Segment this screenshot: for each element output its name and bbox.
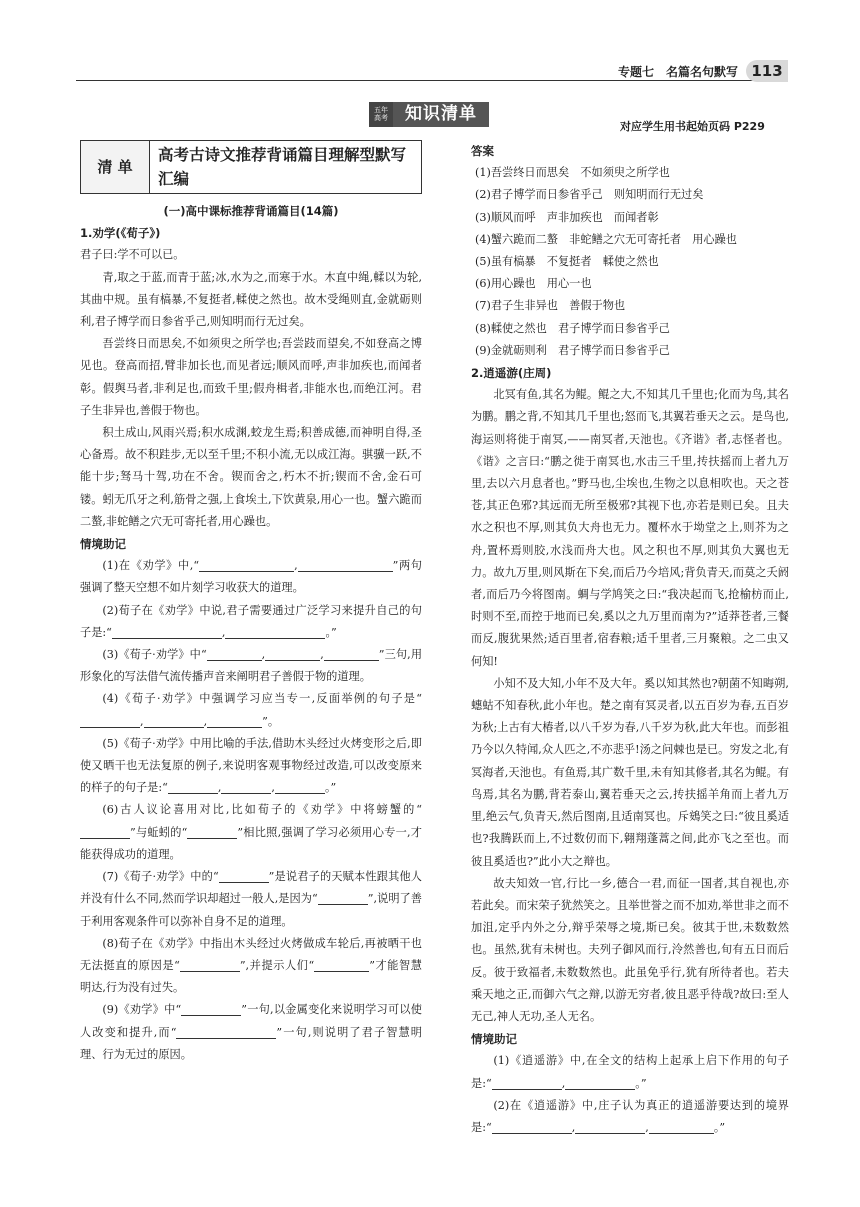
answer-item: (9)金就砺则利 君子博学而日参省乎己 [475, 343, 670, 357]
xiaoyao-p2: 小知不及大知,小年不及大年。奚以知其然也?朝菌不知晦朔,蟪蛄不知春秋,此小年也。楚之南有冥灵者,以五百岁为春,五百岁为秋;上古有大椿者,以八千岁为春,八千岁为秋,此大年也。而彭祖乃今以久特闻,众人匹之,不亦悲乎!汤之问棘也是已。穷发之北,有冥海者,天池也。有鱼焉,其广数千里,未有知其修者,其名为鲲。有鸟焉,其名为鹏,背若泰山,翼若垂天之云,抟扶摇羊角而上者九万里,绝云气,负青天,然后图南,且适南冥也。斥鴳笑之曰:“彼且奚适也?我腾跃而上,不过数仞而下,翱翔蓬蒿之间,此亦飞之至也。而彼且奚适也?”此小大之辩也。 [471, 676, 789, 868]
answer-blank[interactable] [492, 1077, 562, 1089]
question-5: (5)《荀子·劝学》中用比喻的手法,借助木头经过火烤变形之后,即使又晒干也无法复原的例子,来说明客观事物经过改造,可以改变原来的样子的句子是:“ , , 。” [80, 736, 422, 795]
banner-tag: 五年高考 [369, 102, 393, 127]
quanxue-p2: 吾尝终日而思矣,不如须臾之所学也;吾尝跂而望矣,不如登高之博见也。登高而招,臂非加长也,而见者远;顺风而呼,声非加疾也,而闻者彰。假舆马者,非利足也,而致千里;假舟楫者,非能水也,而绝江河。君子生非异也,善假于物也。 [80, 337, 422, 417]
quanxue-title: 1.劝学(《荀子》) [80, 226, 161, 241]
banner-title: 知识清单 [393, 102, 489, 127]
answer-item: (1)吾尝终日而思矣 不如须臾之所学也 [475, 166, 670, 180]
answer-item: (8)輮使之然也 君子博学而日参省乎己 [475, 321, 670, 335]
qingjing-heading: 情境助记 [80, 537, 126, 552]
question-1: (1)在《劝学》中,“ , ”两句强调了整天空想不如片刻学习收获大的道理。 [80, 559, 422, 595]
xiaoyao-question-2: (2)在《逍遥游》中,庄子认为真正的逍遥游要达到的境界是:“ , , 。” [471, 1098, 789, 1134]
answer-item: (6)用心躁也 用心一也 [475, 277, 592, 291]
question-8: (8)荀子在《劝学》中指出木头经过火烤做成车轮后,再被晒干也无法挺直的原因是“ ”,并提示人们“ ”才能智慧明达,行为没有过失。 [80, 936, 422, 995]
answer-blank[interactable] [181, 1004, 241, 1016]
question-9: (9)《劝学》中“ ”一句,以金属变化来说明学习可以使人改变和提升,而“ ”一句,则说明了君子智慧明理、行为无过的原因。 [80, 1003, 422, 1061]
xiaoyao-question-1: (1)《逍遥游》中,在全文的结构上起承上启下作用的句子是:“ , 。” [471, 1054, 789, 1090]
qingdan-label: 清 单 [81, 141, 150, 193]
answer-item: (4)蟹六跪而二螯 非蛇鳝之穴无可寄托者 用心躁也 [475, 232, 737, 246]
quanxue-p0: 君子曰:学不可以已。 [80, 248, 185, 262]
answer-blank[interactable] [199, 560, 294, 572]
answers-heading: 答案 [471, 144, 494, 158]
answer-blank[interactable] [318, 893, 368, 905]
section-subheading: (一)高中课标推荐背诵篇目(14篇) [163, 204, 339, 218]
question-6: (6)古人议论喜用对比,比如荀子的《劝学》中将螃蟹的“”与蚯蚓的“ ”相比照,强调了学习必须用心专一,才能获得成功的道理。 [80, 803, 422, 861]
answer-blank[interactable] [176, 1026, 276, 1038]
answer-blank[interactable] [80, 715, 140, 727]
answer-blank[interactable] [225, 627, 325, 639]
answer-blank[interactable] [265, 649, 320, 661]
xiaoyao-p1: 北冥有鱼,其名为鲲。鲲之大,不知其几千里也;化而为鸟,其名为鹏。鹏之背,不知其几千里也;怒而飞,其翼若垂天之云。是鸟也,海运则将徙于南冥,——南冥者,天池也。《齐谐》者,志怪者也。《谐》之言曰:“鹏之徙于南冥也,水击三千里,抟扶摇而上者九万里,去以六月息者也。”野马也,尘埃也,生物之以息相吹也。天之苍苍,其正色邪?其远而无所至极邪?其视下也,亦若是则已矣。且夫水之积也不厚,则其负大舟也无力。覆杯水于坳堂之上,则芥为之舟,置杯焉则胶,水浅而舟大也。风之积也不厚,则其负大翼也无力。故九万里,则风斯在下矣,而后乃今培风;背负青天,而莫之夭阏者,而后乃今将图南。蜩与学鸠笑之曰:“我决起而飞,抢榆枋而止,时则不至,而控于地而已矣,奚以之九万里而南为?”适莽苍者,三餐而反,腹犹果然;适百里者,宿舂粮;适千里者,三月聚粮。之二虫又何知! [471, 388, 789, 668]
answer-blank[interactable] [649, 1122, 714, 1134]
knowledge-banner [369, 102, 489, 127]
answer-blank[interactable] [221, 782, 271, 794]
answer-blank[interactable] [298, 560, 393, 572]
question-4: (4)《荀子·劝学》中强调学习应当专一,反面举例的句子是“, , ”。 [80, 688, 422, 732]
page-number: 113 [746, 60, 788, 82]
left-column [80, 140, 422, 1066]
answer-blank[interactable] [324, 649, 379, 661]
answer-item: (3)顺风而呼 声非加疾也 而闻者彰 [475, 210, 659, 224]
question-7: (7)《荀子·劝学》中的“ ”是说君子的天赋本性跟其他人并没有什么不同,然而学识却超过一般人,是因为“ ”,说明了善于利用客观条件可以弥补自身不足的道理。 [80, 870, 422, 928]
qingdan-box [80, 140, 422, 194]
xiaoyao-title: 2.逍遥游(庄周) [471, 366, 552, 381]
answer-blank[interactable] [492, 1122, 572, 1134]
answer-item: (5)虽有槁暴 不复挺者 輮使之然也 [475, 255, 659, 269]
question-2: (2)荀子在《劝学》中说,君子需要通过广泛学习来提升自己的句子是:“ , 。” [80, 603, 422, 639]
quanxue-p1: 青,取之于蓝,而青于蓝;冰,水为之,而寒于水。木直中绳,輮以为轮,其曲中规。虽有槁暴,不复挺者,輮使之然也。故木受绳则直,金就砺则利,君子博学而日参省乎己,则知明而行无过矣。 [80, 270, 422, 329]
answer-item: (2)君子博学而日参省乎己 则知明而行无过矣 [475, 188, 704, 202]
xiaoyao-p3: 故夫知效一官,行比一乡,德合一君,而征一国者,其自视也,亦若此矣。而宋荣子犹然笑之。且举世誉之而不加劝,举世非之而不加沮,定乎内外之分,辩乎荣辱之境,斯已矣。彼其于世,未数数然也。虽然,犹有未树也。夫列子御风而行,泠然善也,旬有五日而后反。彼于致福者,未数数然也。此虽免乎行,犹有所待者也。若夫乘天地之正,而御六气之辩,以游无穷者,彼且恶乎待哉?故曰:至人无己,神人无功,圣人无名。 [471, 876, 789, 1023]
section-title: 专题七 名篇名句默写 [617, 65, 738, 79]
answer-item: (7)君子生非异也 善假于物也 [475, 299, 626, 313]
header-rule [76, 80, 788, 81]
reference-note: 对应学生用书起始页码 P229 [620, 120, 765, 133]
answer-blank[interactable] [219, 871, 269, 883]
answer-blank[interactable] [575, 1122, 645, 1134]
answer-blank[interactable] [275, 782, 325, 794]
answer-blank[interactable] [112, 627, 222, 639]
question-3: (3)《荀子·劝学》中“ , , ”三句,用形象化的写法借气流传播声音来阐明君子善假于物的道理。 [80, 648, 423, 684]
answer-blank[interactable] [314, 960, 369, 972]
qingjing-heading-2: 情境助记 [471, 1032, 517, 1047]
answer-blank[interactable] [80, 827, 130, 839]
answer-blank[interactable] [187, 827, 237, 839]
answer-blank[interactable] [207, 715, 262, 727]
quanxue-p3: 积土成山,风雨兴焉;积水成渊,蛟龙生焉;积善成德,而神明自得,圣心备焉。故不积跬步,无以至千里;不积小流,无以成江海。骐骥一跃,不能十步;驽马十驾,功在不舍。锲而舍之,朽木不折;锲而不舍,金石可镂。蚓无爪牙之利,筋骨之强,上食埃土,下饮黄泉,用心一也。蟹六跪而二螯,非蛇鳝之穴无可寄托者,用心躁也。 [80, 426, 422, 528]
answer-blank[interactable] [207, 649, 262, 661]
answer-blank[interactable] [180, 960, 240, 972]
qingdan-title: 高考古诗文推荐背诵篇目理解型默写汇编 [158, 146, 407, 188]
answer-blank[interactable] [565, 1077, 635, 1089]
right-column [471, 140, 789, 1139]
answer-blank[interactable] [168, 782, 218, 794]
answer-blank[interactable] [144, 715, 204, 727]
